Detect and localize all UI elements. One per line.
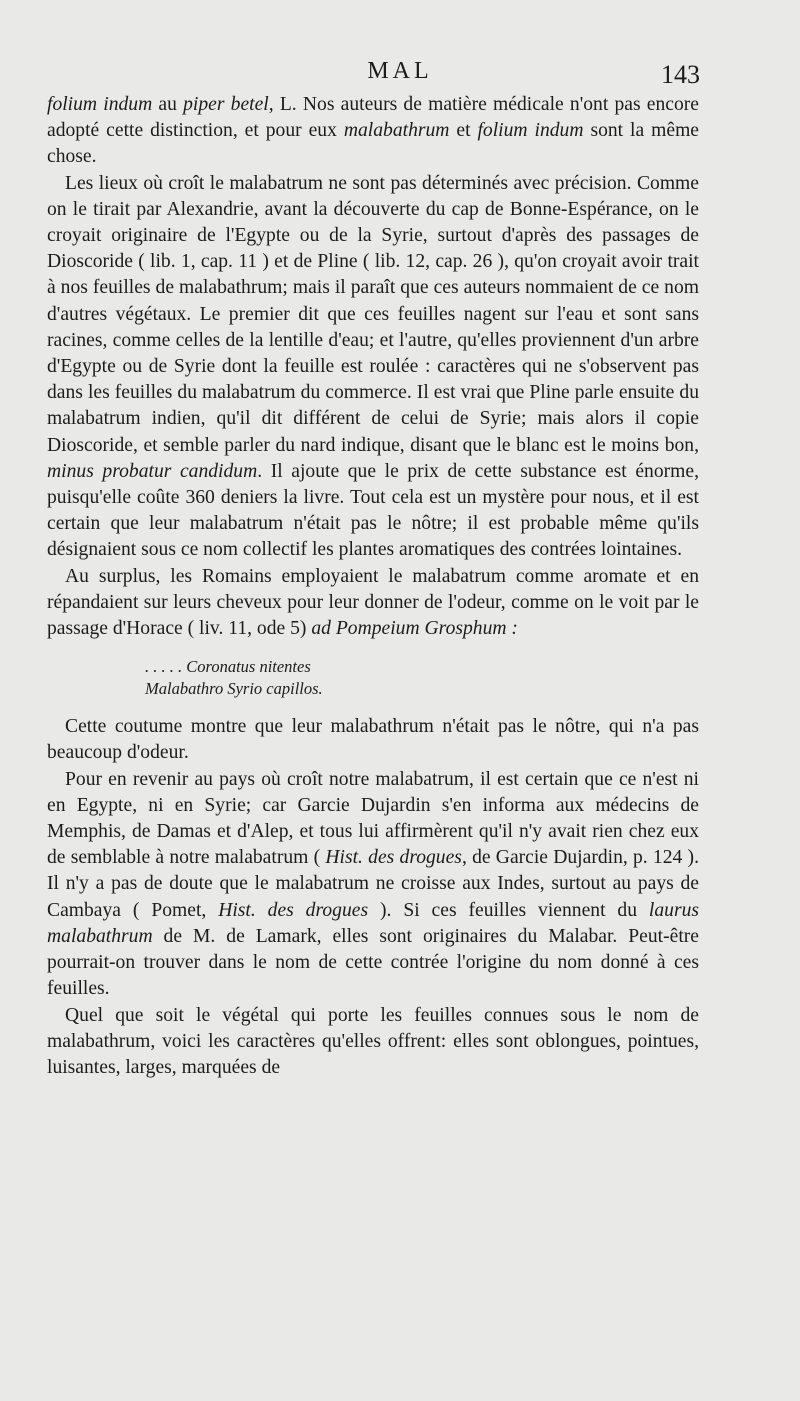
running-header (0, 58, 800, 92)
verse-line: Malabathro Syrio capillos. (145, 679, 323, 699)
page-number: 143 (661, 60, 700, 89)
verse-line: . . . . . Coronatus nitentes (145, 657, 311, 677)
paragraph: Au surplus, les Romains employaient le malabatrum comme aromate et en répandaient sur leurs cheveux pour leur donner de l'odeur, comme on le voit par le passage d'Horace ( liv. 11, ode 5) ad Pompeium Grosphum : (47, 565, 699, 640)
running-title: MAL (367, 58, 433, 84)
paragraph: folium indum au piper betel, L. Nos auteurs de matière médicale n'ont pas encore adopté cette distinction, et pour eux malabathrum et folium indum sont la même chose. (47, 94, 700, 168)
paragraph: Les lieux où croît le malabatrum ne sont pas déterminés avec précision. Comme on le tirait par Alexandrie, avant la découverte du cap de Bonne-Espérance, on le croyait originaire de l'Egypte ou de la Syrie, surtout d'après des passages de Dioscoride ( lib. 1, cap. 11 ) et de Pline ( lib. 12, cap. 26 ), qu'on croyait avoir trait à nos feuilles de malabathrum; mais il paraît que ces auteurs nommaient de ce nom d'autres végétaux. Le premier dit que ces feuilles nagent sur l'eau et sont sans racines, comme celles de la lentille d'eau; et l'autre, qu'elles proviennent d'un arbre d'Egypte ou de Syrie dont la feuille est roulée : caractères qui ne s'observent pas dans les feuilles du malabatrum du commerce. Il est vrai que Pline parle ensuite du malabatrum indien, qu'il dit différent de celui de Syrie; mais alors il copie Dioscoride, et semble parler du nard indique, disant que le blanc est le moins bon, minus probatur candidum. Il ajoute que le prix de cette substance est énorme, puisqu'elle coûte 360 deniers la livre. Tout cela est un mystère pour nous, et il est certain que leur malabatrum n'était pas le nôtre; il est probable même qu'ils désignaient sous ce nom collectif les plantes aromatiques des contrées lointaines. (47, 172, 699, 561)
paragraph: Cette coutume montre que leur malabathrum n'était pas le nôtre, qui n'a pas beaucoup d'odeur. (47, 716, 699, 764)
paragraph: Quel que soit le végétal qui porte les feuilles connues sous le nom de malabathrum, voici les caractères qu'elles offrent: elles sont oblongues, pointues, luisantes, larges, marquées de (47, 1004, 699, 1078)
verse-quotation (145, 656, 699, 700)
paragraph: Pour en revenir au pays où croît notre malabatrum, il est certain que ce n'est ni en Egypte, ni en Syrie; car Garcie Dujardin s'en informa aux médecins de Memphis, de Damas et d'Alep, et tous lui affirmèrent qu'il n'y avait rien chez eux de semblable à notre malabatrum ( Hist. des drogues, de Garcie Dujardin, p. 124 ). Il n'y a pas de doute que le malabatrum ne croisse aux Indes, surtout au pays de Cambaya ( Pomet, Hist. des drogues ). Si ces feuilles viennent du laurus malabathrum de M. de Lamark, elles sont originaires du Malabar. Peut-être pourrait-on trouver dans le nom de cette contrée l'origine du nom donné à ces feuilles. (47, 768, 700, 1000)
page-body (47, 92, 699, 1081)
